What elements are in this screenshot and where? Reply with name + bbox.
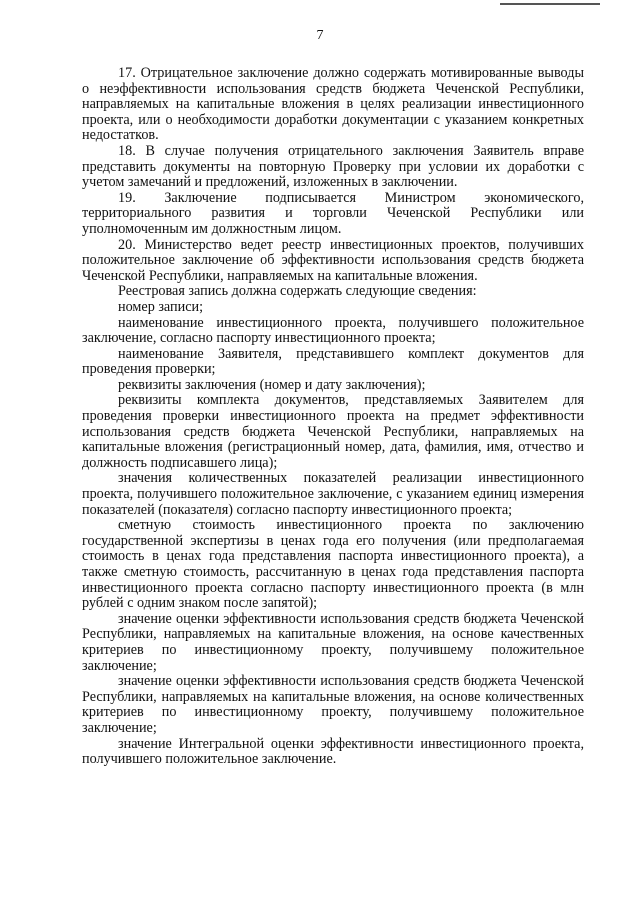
document-body	[82, 66, 584, 768]
paragraph-19: 19. Заключение подписывается Министром экономического, территориального развития и торговли Чеченской Республики или уполномоченным им должностным лицом.	[82, 189, 584, 237]
list-item: значения количественных показателей реализации инвестиционного проекта, получившего положительное заключение, с указанием единиц измерения показателей (показателя) согласно паспорту инвестиционного проекта;	[82, 470, 584, 518]
paragraph-18: 18. В случае получения отрицательного заключения Заявитель вправе представить документы на повторную Проверку при условии их доработки с учетом замечаний и предложений, изложенных в заключении.	[82, 142, 584, 191]
list-item: значение оценки эффективности использования средств бюджета Чеченской Республики, направляемых на капитальные вложения, на основе количественных критериев по инвестиционному проекту, получившему положительное заключение;	[82, 673, 584, 736]
list-item: сметную стоимость инвестиционного проекта по заключению государственной экспертизы в ценах года его получения (или предполагаемая стоимость в ценах года представления паспорта инвестиционного проекта), а также сметную стоимость, рассчитанную в ценах года представления паспорта инвестиционного проекта согласно паспорту инвестиционного проекта (в млн рублей с одним знаком после запятой);	[82, 517, 584, 612]
top-rule	[500, 3, 600, 5]
list-item: номер записи;	[118, 298, 204, 315]
list-item: значение Интегральной оценки эффективности инвестиционного проекта, получившего положительное заключение.	[82, 735, 584, 768]
list-item: наименование инвестиционного проекта, получившего положительное заключение, согласно паспорту инвестиционного проекта;	[82, 314, 584, 347]
list-item: реквизиты заключения (номер и дату заключения);	[118, 376, 426, 393]
registry-entry-intro: Реестровая запись должна содержать следующие сведения:	[118, 283, 477, 300]
paragraph-17: 17. Отрицательное заключение должно содержать мотивированные выводы о неэффективности использования средств бюджета Чеченской Республики, направляемых на капитальные вложения в целях реализации инвестиционного проекта, или о необходимости доработки документации с указанием конкретных недостатков.	[82, 65, 584, 144]
list-item: значение оценки эффективности использования средств бюджета Чеченской Республики, направляемых на капитальные вложения, на основе качественных критериев по инвестиционному проекту, получившему положительное заключение;	[82, 610, 584, 674]
list-item: реквизиты комплекта документов, представляемых Заявителем для проведения проверки инвестиционного проекта на предмет эффективности использования средств бюджета Чеченской Республики, направляемых на капитальные вложения (регистрационный номер, дата, фамилия, имя, отчество и должность подписавшего лица);	[82, 392, 584, 471]
list-item: наименование Заявителя, представившего комплект документов для проведения проверки;	[82, 345, 584, 378]
paragraph-20: 20. Министерство ведет реестр инвестиционных проектов, получивших положительное заключение об эффективности использования средств бюджета Чеченской Республики, направляемых на капитальные вложения.	[82, 236, 584, 284]
page-number: 7	[316, 28, 324, 43]
